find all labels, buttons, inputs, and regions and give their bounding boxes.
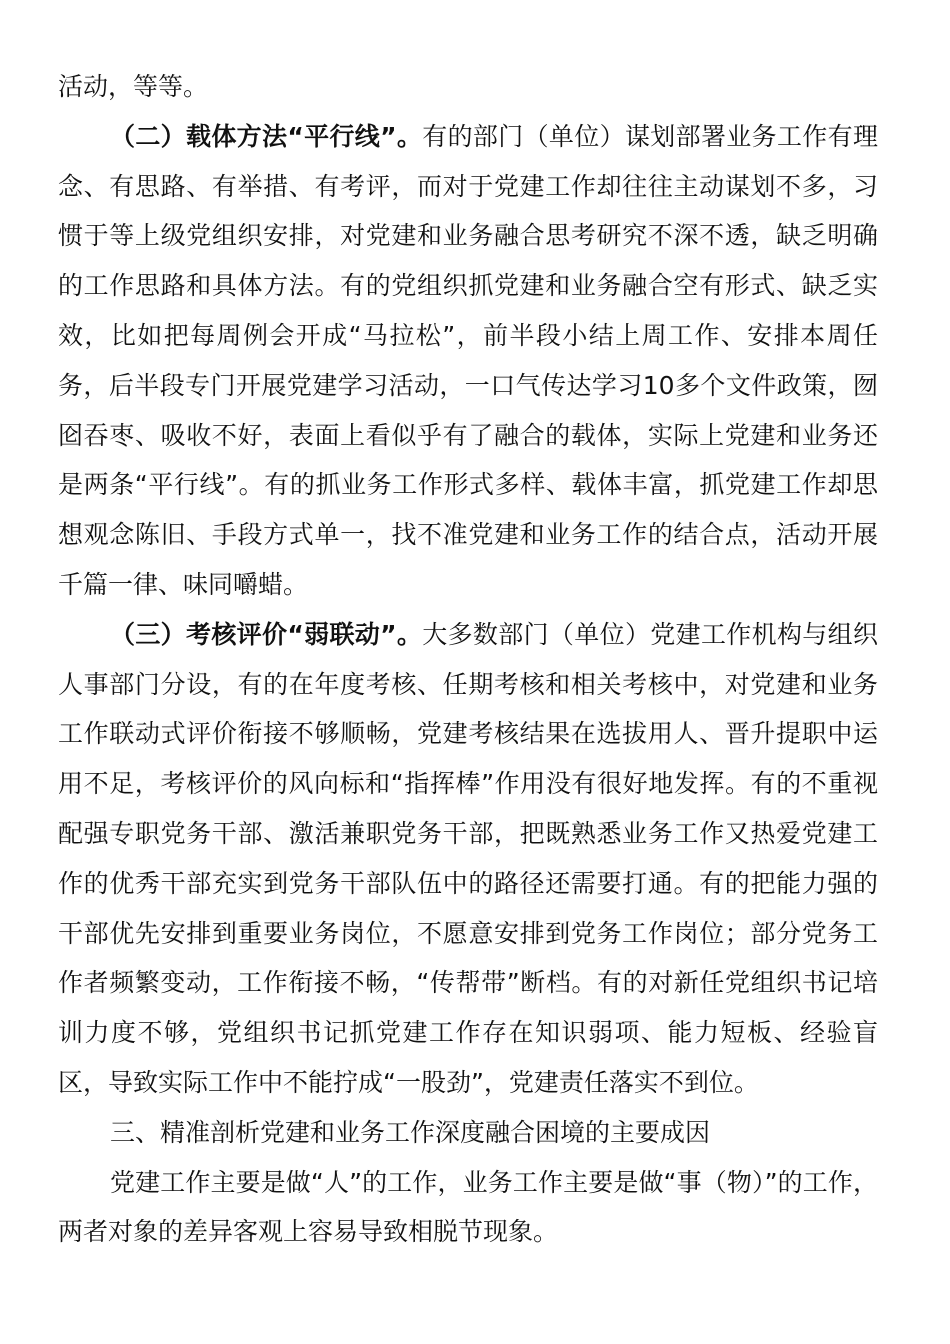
section-heading-assessment: （三）考核评价“弱联动”。 [110, 619, 423, 649]
paragraph-text: 活动，等等。 [58, 72, 209, 101]
section-heading-carrier-method: （二）载体方法“平行线”。 [110, 121, 423, 151]
paragraph-assessment [58, 610, 878, 1108]
document-page [58, 62, 878, 1257]
paragraph-continuation [58, 62, 878, 112]
paragraph-text: 大多数部门（单位）党建工作机构与组织人事部门分设，有的在年度考核、任期考核和相关考核中，对党建和业务工作联动式评价衔接不够顺畅，党建考核结果在选拔用人、晋升提职中运用不足，考核评价的风向标和“指挥棒”作用没有很好地发挥。有的不重视配强专职党务干部、激活兼职党务干部，把既熟悉业务工作又热爱党建工作的优秀干部充实到党务干部队伍中的路径还需要打通。有的把能力强的干部优先安排到重要业务岗位，不愿意安排到党务工作岗位；部分党务工作者频繁变动，工作衔接不畅，“传帮带”断档。有的对新任党组织书记培训力度不够，党组织书记抓党建工作存在知识弱项、能力短板、经验盲区，导致实际工作中不能拧成“一股劲”，党建责任落实不到位。 [58, 619, 878, 1097]
paragraph-text: 党建工作主要是做“人”的工作，业务工作主要是做“事（物）”的工作，两者对象的差异客观上容易导致相脱节现象。 [58, 1167, 878, 1247]
section-title-causes [58, 1108, 878, 1158]
paragraph-text: 有的部门（单位）谋划部署业务工作有理念、有思路、有举措、有考评，而对于党建工作却往往主动谋划不多，习惯于等上级党组织安排，对党建和业务融合思考研究不深不透，缺乏明确的工作思路和具体方法。有的党组织抓党建和业务融合空有形式、缺乏实效，比如把每周例会开成“马拉松”，前半段小结上周工作、安排本周任务，后半段专门开展党建学习活动，一口气传达学习10多个文件政策，囫囵吞枣、吸收不好，表面上看似乎有了融合的载体，实际上党建和业务还是两条“平行线”。有的抓业务工作形式多样、载体丰富，抓党建工作却思想观念陈旧、手段方式单一，找不准党建和业务工作的结合点，活动开展千篇一律、味同嚼蜡。 [58, 121, 878, 599]
paragraph-causes-intro [58, 1158, 878, 1258]
section-title-text: 三、精准剖析党建和业务工作深度融合困境的主要成因 [110, 1117, 711, 1147]
paragraph-carrier-method [58, 112, 878, 610]
